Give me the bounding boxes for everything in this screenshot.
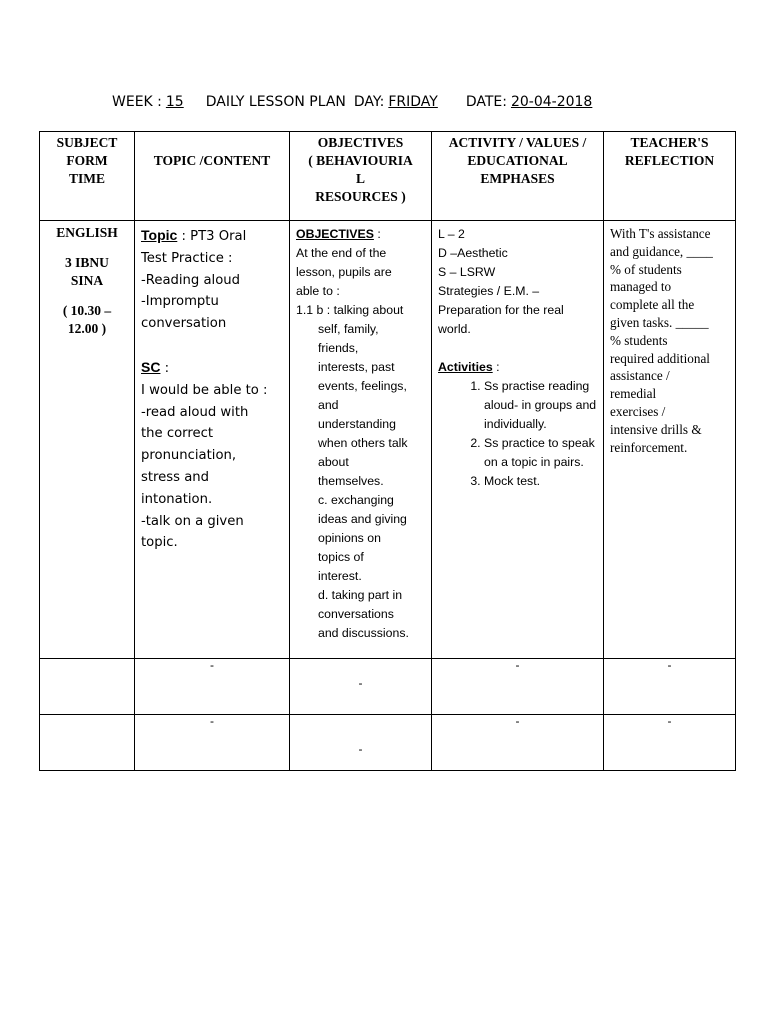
sc-line: pronunciation, xyxy=(141,448,237,464)
objectives-line: opinions on xyxy=(318,531,381,545)
sc-label: SC xyxy=(141,358,161,375)
lesson-plan-header xyxy=(112,94,672,110)
activity-line: L – 2 xyxy=(438,227,465,241)
placeholder-mark: - xyxy=(358,742,363,756)
sc-line: -read aloud with xyxy=(141,404,249,420)
objectives-intro-line: lesson, pupils are xyxy=(296,265,392,279)
header-time: TIME xyxy=(68,171,105,186)
empty-cell xyxy=(290,715,432,771)
reflection-line: required additional xyxy=(610,350,710,366)
activity-line: world. xyxy=(438,322,471,336)
lesson-row xyxy=(40,221,736,659)
objectives-line: self, family, xyxy=(318,322,379,336)
topic-line: Test Practice : xyxy=(141,250,233,266)
topic-label: Topic xyxy=(141,227,178,243)
sc-line: topic. xyxy=(141,535,178,551)
objectives-cell xyxy=(290,221,432,659)
date-label: DATE: xyxy=(465,94,507,110)
objectives-line: events, feelings, xyxy=(318,379,407,393)
day-value: FRIDAY xyxy=(388,94,438,110)
objectives-line: c. exchanging xyxy=(318,493,394,507)
objectives-line: topics of xyxy=(318,550,364,564)
objectives-label: OBJECTIVES xyxy=(296,227,374,241)
objectives-line: interest. xyxy=(318,569,362,583)
reflection-line: With T's assistance xyxy=(610,226,711,241)
objectives-line: about xyxy=(318,455,349,469)
activity-line: Preparation for the real xyxy=(438,303,564,317)
empty-cell xyxy=(604,715,736,771)
topic-line: -Reading aloud xyxy=(141,272,241,288)
objectives-intro-line: able to : xyxy=(296,284,340,298)
objectives-line: ideas and giving xyxy=(318,512,407,526)
objectives-intro-line: At the end of the xyxy=(296,246,387,260)
header-form: FORM xyxy=(66,153,108,168)
topic-line: conversation xyxy=(141,316,227,332)
placeholder-mark: - xyxy=(515,658,520,672)
subject-cell xyxy=(40,221,135,659)
activity-line: S – LSRW xyxy=(438,265,496,279)
topic-text: : PT3 Oral xyxy=(177,229,247,244)
activity-line: Strategies / E.M. – xyxy=(438,284,540,298)
activity-cell xyxy=(432,221,604,659)
objectives-item-code: 1.1 b : talking about xyxy=(296,303,404,317)
sc-colon: : xyxy=(160,360,170,376)
placeholder-mark: - xyxy=(358,676,363,690)
empty-cell xyxy=(290,659,432,715)
time-line-2: 12.00 ) xyxy=(67,321,107,336)
reflection-line: managed to xyxy=(610,279,672,295)
table-header-row xyxy=(40,132,736,221)
header-objectives: OBJECTIVES xyxy=(317,135,404,150)
objectives-line: friends, xyxy=(318,341,359,355)
placeholder-mark: - xyxy=(667,714,672,728)
reflection-line: and guidance, ____ xyxy=(610,243,713,259)
week-value: 15 xyxy=(165,94,184,110)
header-resources: RESOURCES ) xyxy=(315,189,406,204)
objectives-colon: : xyxy=(373,227,381,241)
empty-cell xyxy=(40,715,135,771)
reflection-header xyxy=(604,132,736,221)
topic-content-header xyxy=(135,132,290,221)
lesson-plan-table xyxy=(39,131,736,771)
form-line-1: 3 IBNU xyxy=(65,255,109,270)
topic-line: -Impromptu xyxy=(141,294,219,310)
placeholder-mark: - xyxy=(667,658,672,672)
header-teachers: TEACHER'S xyxy=(630,135,709,150)
objectives-line: themselves. xyxy=(318,474,384,488)
placeholder-mark: - xyxy=(210,714,214,728)
reflection-line: remedial xyxy=(610,386,657,402)
header-behavioural-l: L xyxy=(355,171,365,186)
reflection-cell xyxy=(604,221,736,659)
objectives-line: understanding xyxy=(318,417,396,431)
sc-line: -talk on a given xyxy=(141,513,244,529)
sc-line: I would be able to : xyxy=(141,382,268,398)
header-reflection: REFLECTION xyxy=(624,153,715,168)
objectives-line: interests, past xyxy=(318,360,395,374)
subject-form-time-header xyxy=(40,132,135,221)
topic-heading xyxy=(141,225,285,248)
activity-item: 2. Ss practice to speak on a topic in pairs. xyxy=(484,434,599,472)
day-label: DAY: xyxy=(353,94,385,110)
time-line-1: ( 10.30 – xyxy=(62,303,112,318)
empty-row xyxy=(40,715,736,771)
reflection-line: % of students xyxy=(610,261,682,277)
sc-line: intonation. xyxy=(141,491,213,507)
topic-cell xyxy=(135,221,290,659)
plan-title: DAILY LESSON PLAN xyxy=(205,94,346,110)
objectives-line: conversations xyxy=(318,607,394,621)
objectives-line: and discussions. xyxy=(318,626,409,640)
reflection-line: reinforcement. xyxy=(610,439,688,455)
empty-cell xyxy=(135,659,290,715)
reflection-line: exercises / xyxy=(610,403,666,419)
sc-heading xyxy=(141,357,285,380)
header-activity: ACTIVITY / VALUES / xyxy=(448,135,587,150)
header-educational: EDUCATIONAL xyxy=(467,153,568,168)
empty-cell xyxy=(604,659,736,715)
empty-row xyxy=(40,659,736,715)
activity-line: D –Aesthetic xyxy=(438,246,508,260)
header-emphases: EMPHASES xyxy=(480,171,555,186)
activity-item: 3. Mock test. xyxy=(484,472,599,491)
objectives-header xyxy=(290,132,432,221)
form-line-2: SINA xyxy=(70,273,104,288)
week-label: WEEK : xyxy=(112,94,162,110)
activities-colon: : xyxy=(492,360,500,374)
objectives-line: and xyxy=(318,398,339,412)
subject-name: ENGLISH xyxy=(56,225,118,240)
header-subject: SUBJECT xyxy=(56,135,118,150)
reflection-line: intensive drills & xyxy=(610,421,702,437)
header-behavioural: ( BEHAVIOURIA xyxy=(308,153,413,168)
date-value: 20-04-2018 xyxy=(510,94,593,110)
sc-line: the correct xyxy=(141,426,214,442)
header-topic: TOPIC /CONTENT xyxy=(153,153,271,168)
activities-label: Activities xyxy=(438,360,493,374)
placeholder-mark: - xyxy=(210,658,214,672)
activity-item: 1. Ss practise reading aloud- in groups and individually. xyxy=(484,377,599,434)
reflection-line: assistance / xyxy=(610,368,670,384)
activity-header xyxy=(432,132,604,221)
empty-cell xyxy=(135,715,290,771)
activities-list xyxy=(438,377,599,491)
empty-cell xyxy=(432,715,604,771)
objectives-line: when others talk xyxy=(318,436,408,450)
reflection-line: given tasks. _____ xyxy=(610,314,709,330)
objectives-heading xyxy=(296,225,427,244)
empty-cell xyxy=(40,659,135,715)
sc-line: stress and xyxy=(141,469,210,485)
reflection-line: complete all the xyxy=(610,297,695,313)
reflection-line: % students xyxy=(610,332,668,348)
activities-heading xyxy=(438,358,599,377)
placeholder-mark: - xyxy=(515,714,520,728)
objectives-line: d. taking part in xyxy=(318,588,403,602)
empty-cell xyxy=(432,659,604,715)
